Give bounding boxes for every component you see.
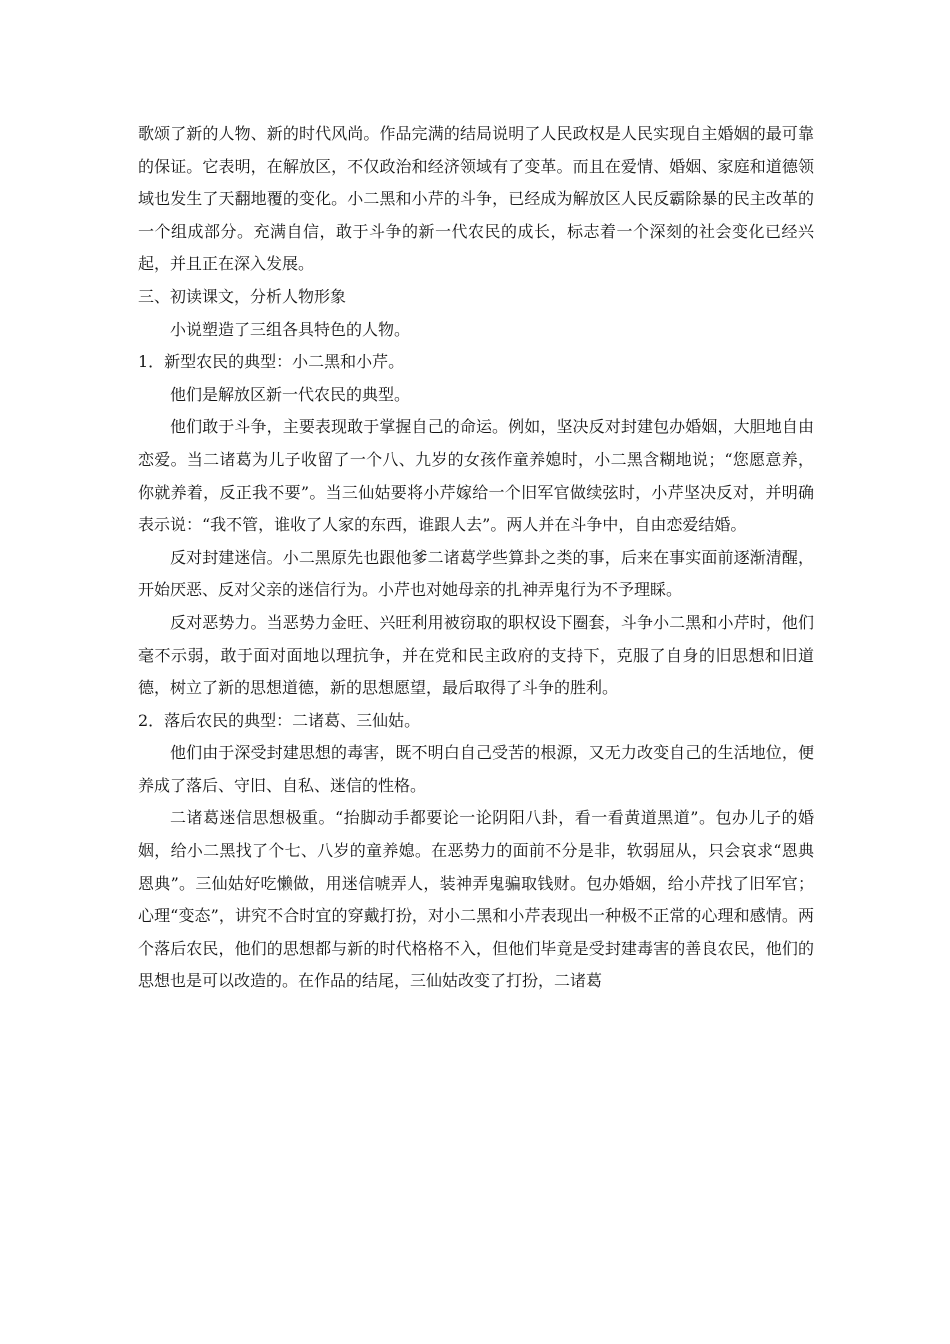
paragraph-body: 反对封建迷信。小二黑原先也跟他爹二诸葛学些算卦之类的事，后来在事实面前逐渐清醒，开始厌恶、反对父亲的迷信行为。小芹也对她母亲的扎神弄鬼行为不予理睬。 [138, 547, 814, 600]
paragraph-body: 小说塑造了三组各具特色的人物。 [170, 319, 411, 339]
section-heading-character-analysis: 三、初读课文，分析人物形象 [138, 286, 347, 306]
paragraph-body: 他们敢于斗争，主要表现敢于掌握自己的命运。例如，坚决反对封建包办婚姻，大胆地自由恋爱。当二诸葛为儿子收留了一个八、九岁的女孩作童养媳时，小二黑含糊地说；“您愿意养，你就养着，反正我不要”。当三仙姑要将小芹嫁给一个旧军官做续弦时，小芹坚决反对，并明确表示说：“我不管，谁收了人家的东西，谁跟人去”。两人并在斗争中，自由恋爱结婚。 [138, 417, 814, 535]
paragraph-body: 他们是解放区新一代农民的典型。 [170, 384, 411, 404]
paragraph-body: 反对恶势力。当恶势力金旺、兴旺利用被窃取的职权设下圈套，斗争小二黑和小芹时，他们毫不示弱，敢于面对面地以理抗争，并在党和民主政府的支持下，克服了自身的旧思想和旧道德，树立了新的思想道德，新的思想愿望，最后取得了斗争的胜利。 [138, 612, 814, 698]
paragraph-body: 他们由于深受封建思想的毒害，既不明白自己受苦的根源，又无力改变自己的生活地位，便养成了落后、守旧、自私、迷信的性格。 [138, 743, 814, 795]
subheading-backward-farmers: 2．落后农民的典型：二诸葛、三仙姑。 [138, 710, 421, 730]
document-body [138, 118, 814, 998]
paragraph-body-continuation: 歌颂了新的人物、新的时代风尚。作品完满的结局说明了人民政权是人民实现自主婚姻的最可靠的保证。它表明，在解放区，不仅政治和经济领域有了变革。而且在爱情、婚姻、家庭和道德领域也发生了天翻地覆的变化。小二黑和小芹的斗争，已经成为解放区人民反霸除暴的民主改革的一个组成部分。充满自信，敢于斗争的新一代农民的成长，标志着一个深刻的社会变化已经兴起，并且正在深入发展。 [138, 124, 814, 274]
paragraph-body: 二诸葛迷信思想极重。“抬脚动手都要论一论阴阳八卦，看一看黄道黑道”。包办儿子的婚姻，给小二黑找了个七、八岁的童养媳。在恶势力的面前不分是非，软弱屈从，只会哀求“恩典恩典”。三仙姑好吃懒做，用迷信唬弄人，装神弄鬼骗取钱财。包办婚姻，给小芹找了旧军官；心理“变态”，讲究不合时宜的穿戴打扮，对小二黑和小芹表现出一种极不正常的心理和感情。两个落后农民，他们的思想都与新的时代格格不入，但他们毕竟是受封建毒害的善良农民，他们的思想也是可以改造的。在作品的结尾，三仙姑改变了打扮，二诸葛 [138, 808, 814, 991]
subheading-new-farmers: 1．新型农民的典型：小二黑和小芹。 [138, 352, 405, 372]
